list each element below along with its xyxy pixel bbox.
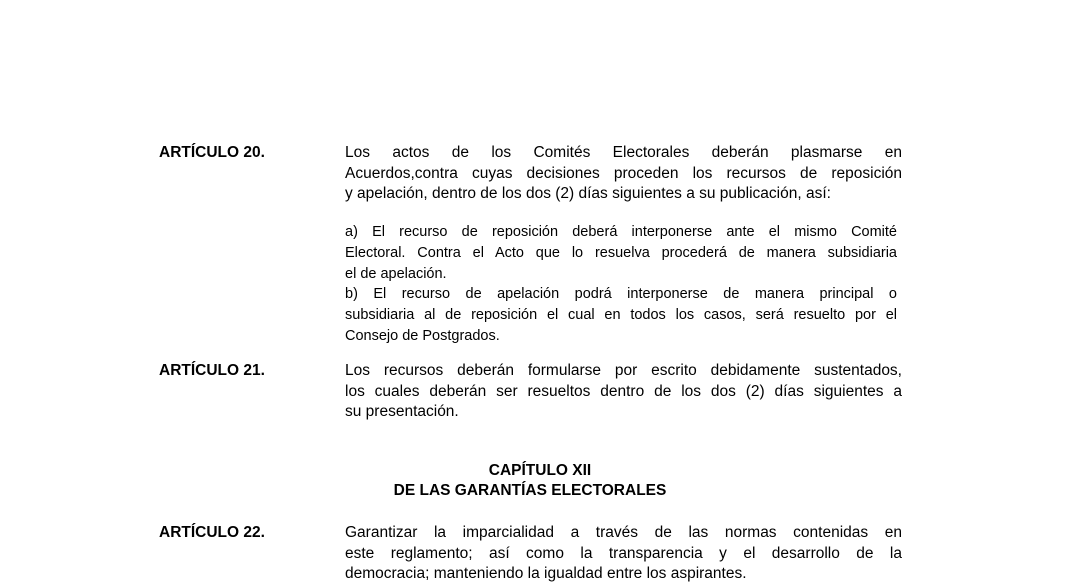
article-20-text — [345, 143, 902, 205]
subsection-b-line-3: Consejo de Postgrados. — [345, 327, 500, 344]
article-21-line-1: Los recursos deberán formularse por escrito debidamente sustentados, — [345, 362, 902, 379]
article-20-subsections — [345, 222, 897, 347]
article-20-line-1: Los actos de los Comités Electorales deberán plasmarse en — [345, 144, 902, 161]
subsection-a-line-1: a) El recurso de reposición deberá interponerse ante el mismo Comité — [345, 224, 897, 240]
article-20-line-3: y apelación, dentro de los dos (2) días siguientes a su publicación, así: — [345, 185, 831, 202]
subsection-a-line-3: el de apelación. — [345, 265, 447, 282]
article-22-line-3: democracia; manteniendo la igualdad entre los aspirantes. — [345, 565, 747, 582]
chapter-number: CAPÍTULO XII — [488, 462, 592, 479]
article-20-label: ARTÍCULO 20. — [159, 144, 265, 161]
article-22-text — [345, 523, 902, 585]
chapter-title: DE LAS GARANTÍAS ELECTORALES — [393, 482, 667, 499]
article-22-line-1: Garantizar la imparcialidad a través de las normas contenidas en — [345, 524, 902, 541]
subsection-b-line-2: subsidiaria al de reposición el cual en todos los casos, será resuelto por el — [345, 307, 897, 324]
article-21-line-3: su presentación. — [345, 403, 459, 420]
article-22-line-2: este reglamento; así como la transparencia y el desarrollo de la — [345, 544, 902, 562]
article-21-text — [345, 361, 902, 423]
article-21-label: ARTÍCULO 21. — [159, 362, 265, 379]
article-22-label: ARTÍCULO 22. — [159, 524, 265, 541]
subsection-b-line-1: b) El recurso de apelación podrá interponerse de manera principal o — [345, 286, 897, 303]
article-21-line-2: los cuales deberán ser resueltos dentro de los dos (2) días siguientes a — [345, 382, 902, 400]
article-20-line-2: Acuerdos,contra cuyas decisiones proceden los recursos de reposición — [345, 164, 902, 182]
subsection-a-line-2: Electoral. Contra el Acto que lo resuelva procederá de manera subsidiaria — [345, 244, 897, 261]
